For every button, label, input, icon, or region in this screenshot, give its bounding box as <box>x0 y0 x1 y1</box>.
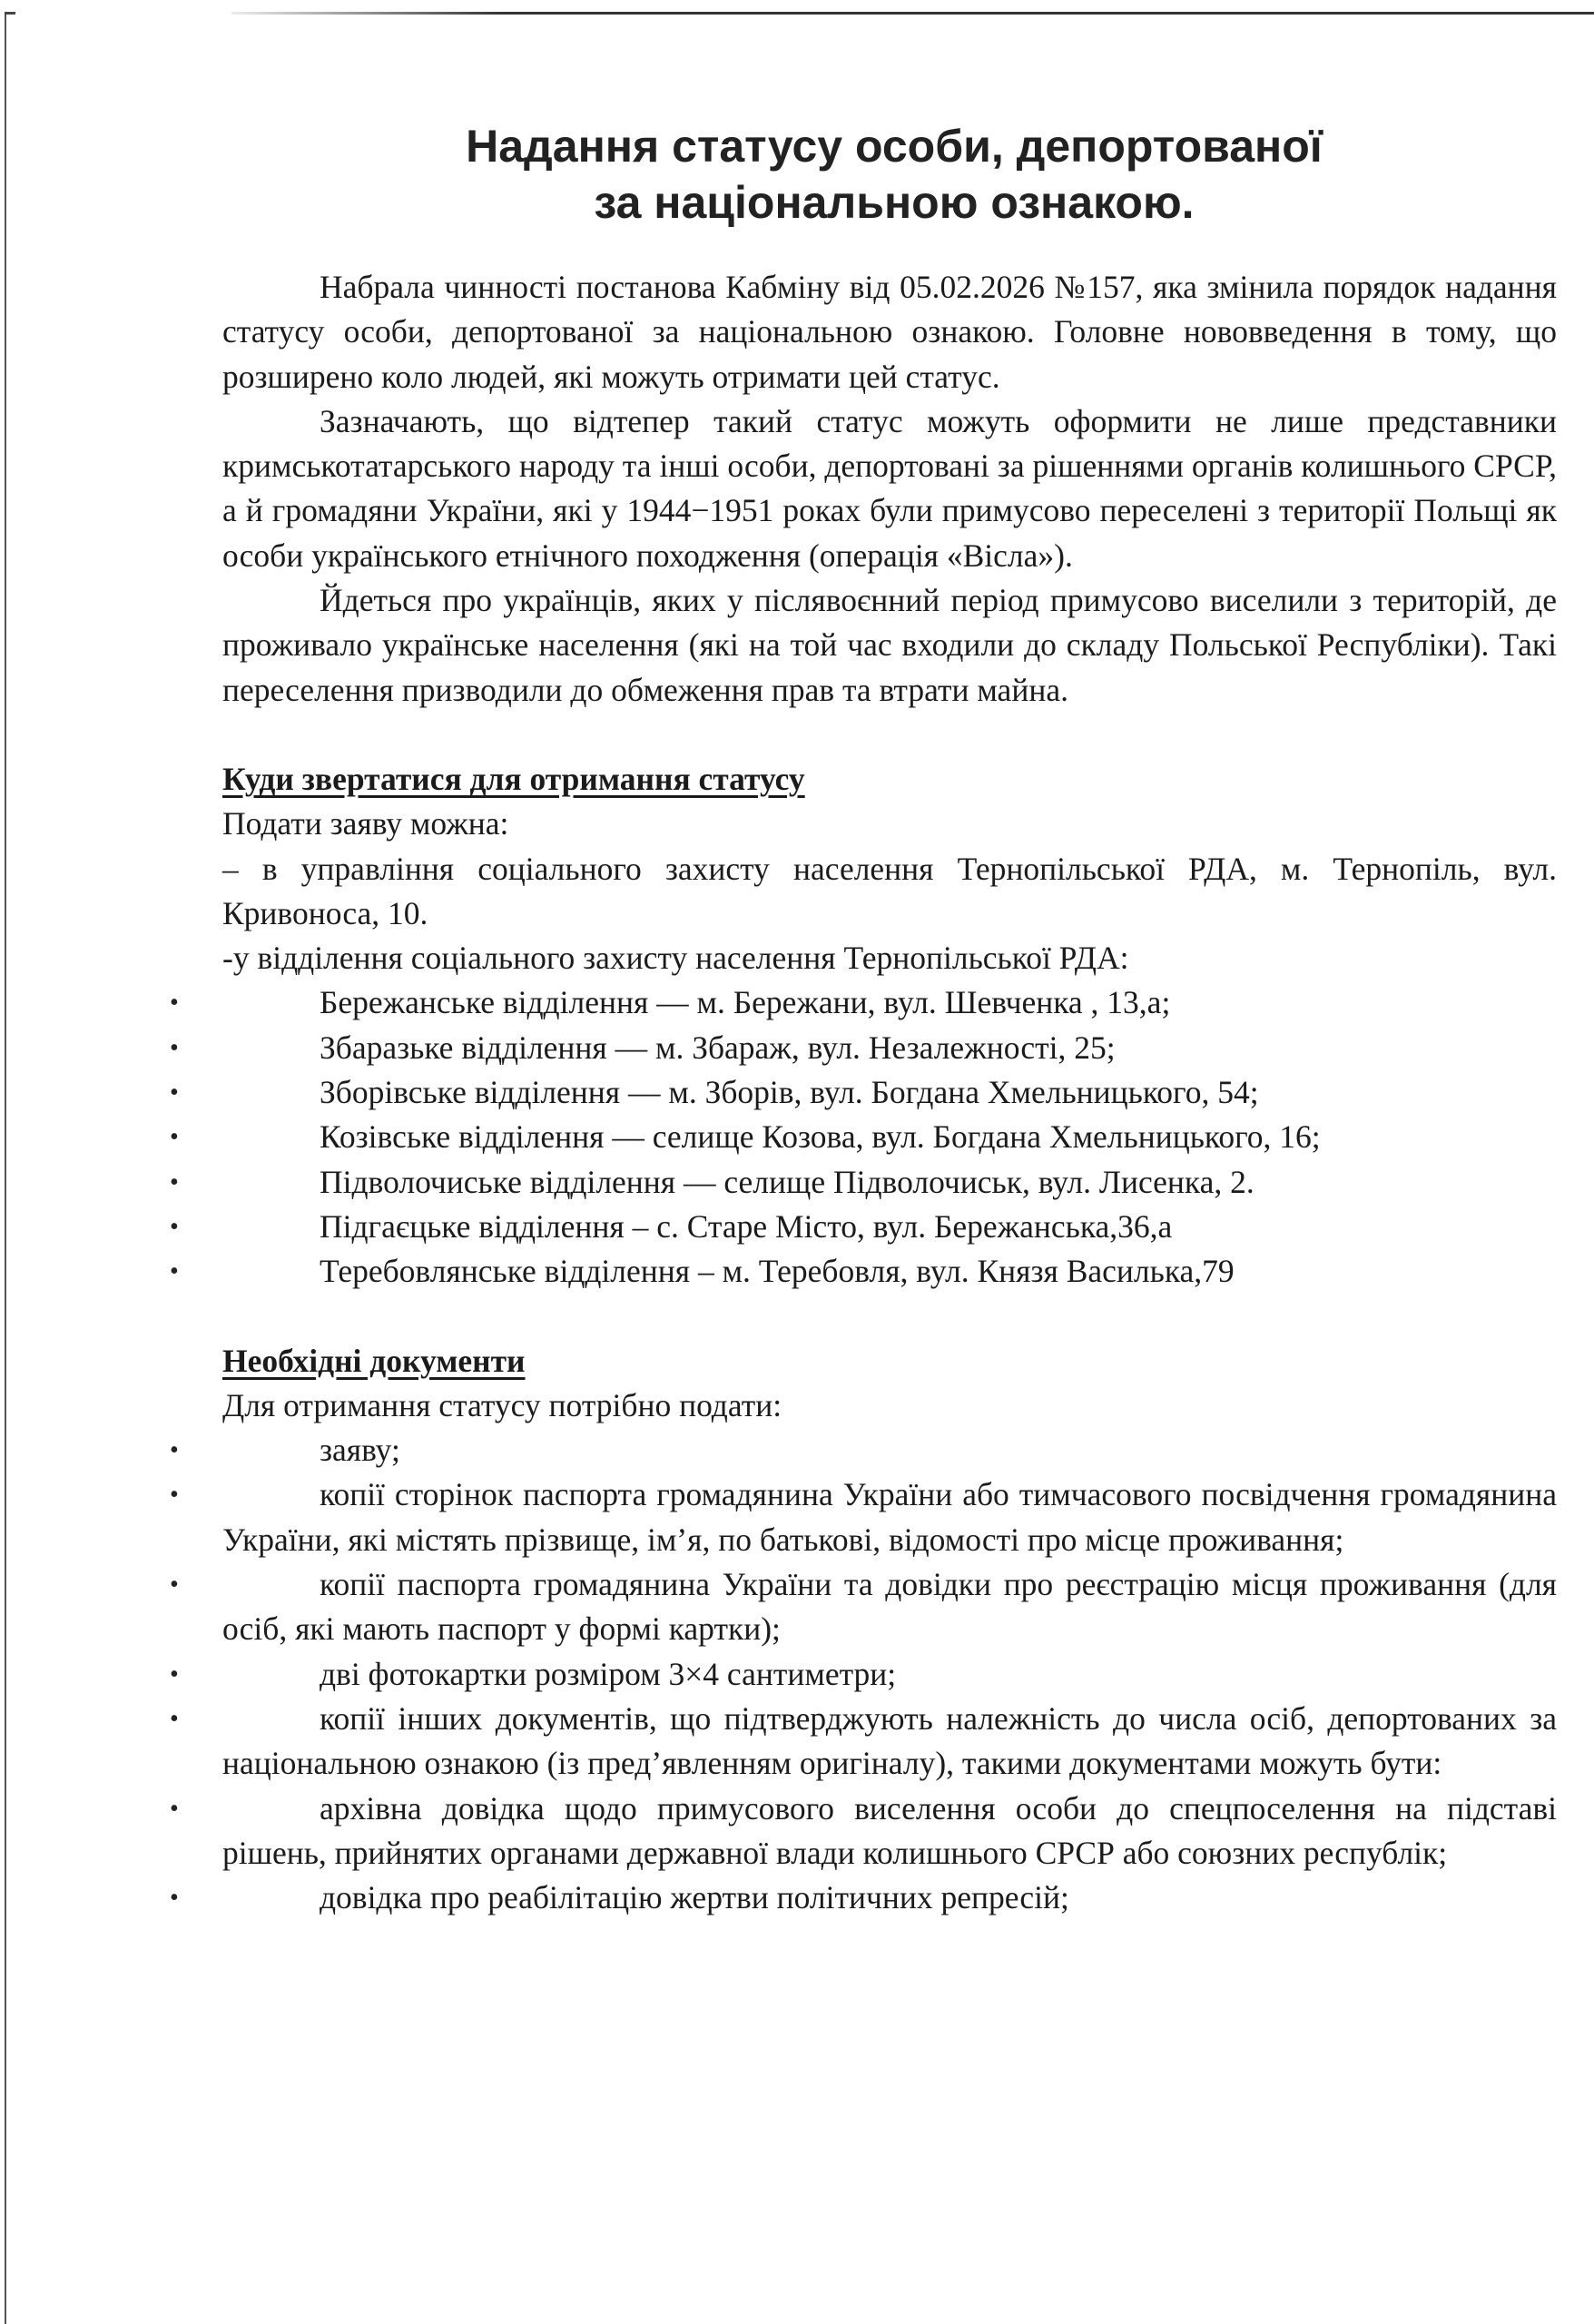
document-text: копії паспорта громадянина України та довідки про реєстрацію місця проживання (для осіб, які мають паспорт у формі картки); <box>222 1566 1557 1648</box>
branch-text: Теребовлянське відділення – м. Теребовля, вул. Князя Василька,79 <box>320 1253 1235 1290</box>
branch-text: Бережанське відділення — м. Бережани, вул. Шевченка , 13,а; <box>320 984 1171 1021</box>
bullet-icon: • <box>170 1123 179 1152</box>
bullet-icon: • <box>170 1078 179 1108</box>
bullet-icon: • <box>170 1212 179 1241</box>
bullet-icon: • <box>170 1167 179 1196</box>
list-item <box>170 1205 1557 1249</box>
bullet-icon: • <box>170 1794 179 1823</box>
list-item <box>170 1026 1557 1070</box>
list-item <box>170 1652 1557 1697</box>
document-page <box>170 118 1557 1920</box>
branch-text: Збаразьке відділення — м. Збараж, вул. Незалежності, 25; <box>320 1029 1116 1066</box>
branch-text: Підгаєцьке відділення – с. Старе Місто, вул. Бережанська,36,а <box>320 1207 1173 1245</box>
title-line-2: за національною ознакою. <box>594 177 1195 228</box>
list-item <box>170 1249 1557 1294</box>
list-item <box>170 1697 1557 1787</box>
docs-section-heading: Необхідні документи <box>222 1342 526 1379</box>
list-item <box>170 1876 1557 1920</box>
intro-paragraph: Зазначають, що відтепер такий статус можуть оформити не лише представники кримськотатарського народу та інші особи, депортовані за рішеннями органів колишнього СРСР, а й громадяни України, які у 1944−1951 роках були примусово переселені з території Польщі як особи українського етнічного походження (операція «Вісла»). <box>222 402 1557 574</box>
documents-list <box>170 1428 1557 1920</box>
branches-lead: -у відділення соціального захисту населення Тернопільської РДА: <box>222 940 1129 977</box>
bullet-icon: • <box>170 1481 179 1510</box>
bullet-icon: • <box>170 1436 179 1465</box>
list-item <box>170 1428 1557 1472</box>
document-text: копії сторінок паспорта громадянина України або тимчасового посвідчення громадянина України, які містять прізвище, ім’я, по батькові, відомості про місце проживання; <box>222 1476 1557 1558</box>
main-office: – в управління соціального захисту населення Тернопільської РДА, м. Тернопіль, вул. Кривоноса, 10. <box>222 850 1557 931</box>
scan-edge-left <box>5 12 6 2324</box>
branch-list <box>170 980 1557 1294</box>
branch-text: Козівське відділення — селище Козова, вул. Богдана Хмельницького, 16; <box>320 1118 1321 1156</box>
bullet-icon: • <box>170 1033 179 1062</box>
list-item <box>170 1070 1557 1115</box>
branch-text: Зборівське відділення — м. Зборів, вул. Богдана Хмельницького, 54; <box>320 1074 1259 1111</box>
list-item <box>170 1160 1557 1205</box>
page-title <box>222 118 1557 231</box>
document-text: дві фотокартки розміром 3×4 сантиметри; <box>320 1655 897 1692</box>
scan-edge-top <box>231 12 1594 15</box>
list-item <box>170 980 1557 1025</box>
list-item <box>170 1562 1557 1652</box>
title-line-1: Надання статусу особи, депортованої <box>466 121 1323 172</box>
list-item <box>170 1472 1557 1562</box>
where-section-heading: Куди звертатися для отримання статусу <box>222 760 805 797</box>
intro-paragraph: Набрала чинності постанова Кабміну від 05.02.2026 №157, яка змінила порядок надання статусу особи, депортованої за національною ознакою. Головне нововведення в тому, що розширено коло людей, які можуть отримати цей статус. <box>222 269 1557 395</box>
document-text: копії інших документів, що підтверджують належність до числа осіб, депортованих за національною ознакою (із пред’явленням оригіналу), такими документами можуть бути: <box>222 1699 1557 1782</box>
bullet-icon: • <box>170 1257 179 1286</box>
branch-text: Підволочиське відділення — селище Підволочиськ, вул. Лисенка, 2. <box>320 1163 1255 1200</box>
intro-paragraph: Йдеться про українців, яких у післявоєнний період примусово виселили з територій, де проживало українське населення (які на той час входили до складу Польської Республіки). Такі переселення призводили до обмеження прав та втрати майна. <box>222 582 1557 708</box>
list-item <box>170 1115 1557 1159</box>
bullet-icon: • <box>170 1884 179 1913</box>
where-lead: Подати заяву можна: <box>222 805 509 842</box>
scan-edge-corner <box>5 12 15 15</box>
document-text: архівна довідка щодо примусового виселення особи до спецпоселення на підставі рішень, прийнятих органами державної влади колишнього СРСР або союзних республік; <box>222 1789 1557 1871</box>
docs-lead: Для отримання статусу потрібно подати: <box>222 1386 782 1423</box>
document-text: заяву; <box>320 1432 400 1469</box>
bullet-icon: • <box>170 989 179 1018</box>
list-item <box>170 1787 1557 1876</box>
document-text: довідка про реабілітацію жертви політичних репресій; <box>320 1879 1069 1916</box>
bullet-icon: • <box>170 1704 179 1733</box>
bullet-icon: • <box>170 1659 179 1689</box>
bullet-icon: • <box>170 1571 179 1600</box>
